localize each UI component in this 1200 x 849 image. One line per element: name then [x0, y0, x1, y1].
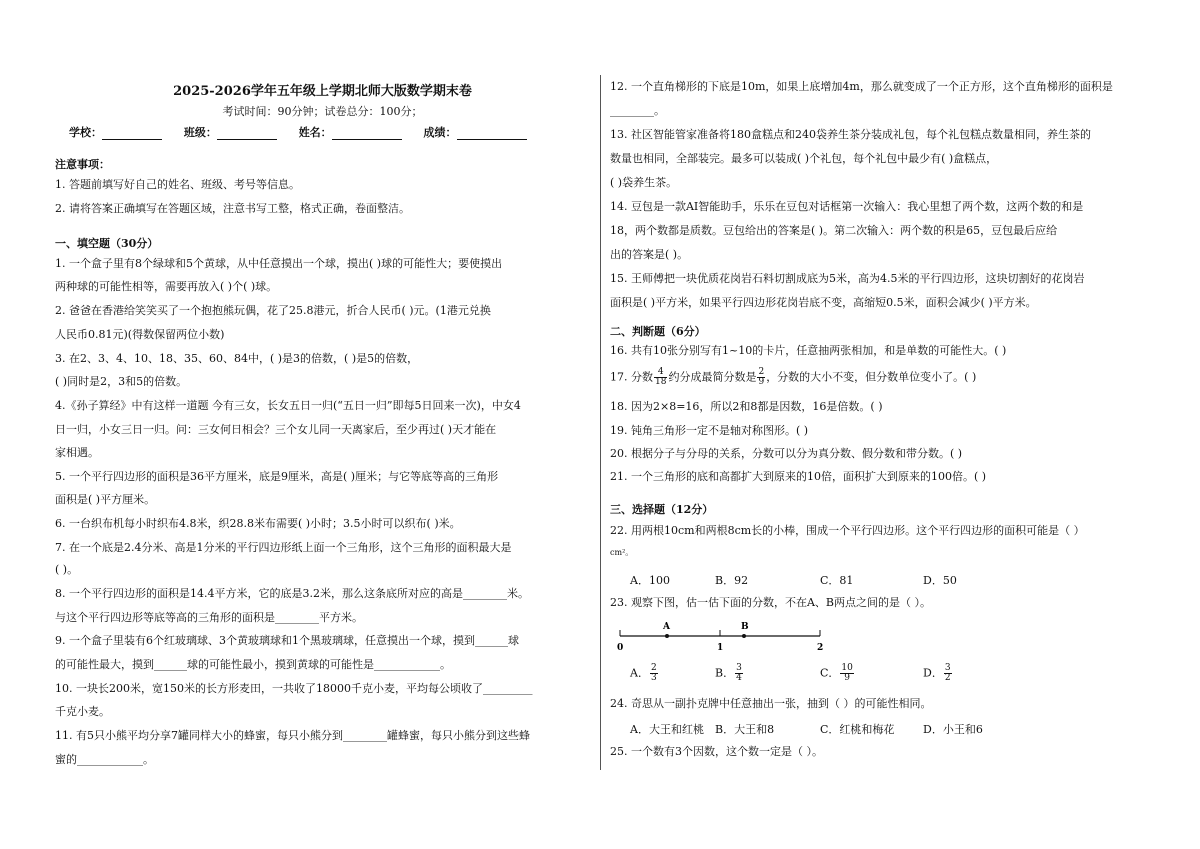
q22-option-b[interactable]: B．92 — [715, 574, 749, 587]
question-line: 面积是( )平方厘米。 — [55, 493, 156, 506]
judge-item-21: 21. 一个三角形的底和高都扩大到原来的10倍，面积扩大到原来的100倍。( ) — [610, 470, 987, 483]
question-line: ( )同时是2，3和5的倍数。 — [55, 375, 188, 388]
note-item-1: 1. 答题前填写好自己的姓名、班级、考号等信息。 — [55, 178, 300, 191]
question-line: 出的答案是( )。 — [610, 248, 689, 261]
name-blank[interactable] — [332, 129, 402, 140]
question-line: 日一归，小女三日一归。问：三女何日相会？三个女儿同一天离家后，至少再过( )天才能在 — [55, 423, 497, 436]
question-line: 9. 一个盒子里装有6个红玻璃球、3个黄玻璃球和1个黑玻璃球，任意摸出一个球，摸到______球 — [55, 634, 519, 647]
question-line: 4.《孙子算经》中有这样一道题 今有三女，长女五日一归(“五日一归”即每5日回来一次)，中女4 — [55, 399, 521, 412]
question-line: 11. 有5只小熊平均分享7罐同样大小的蜂蜜，每只小熊分到________罐蜂蜜，每只小熊分到这些蜂 — [55, 729, 530, 742]
q23-option-d[interactable]: D． $\frac{3}{2}$ — [923, 663, 951, 683]
question-line: 2. 爸爸在香港给笑笑买了一个抱抱熊玩偶，花了25.8港元，折合人民币( )元。(1港元兑换 — [55, 304, 491, 317]
school-label: 学校： — [69, 126, 102, 139]
tick-label-0: 0 — [617, 643, 624, 653]
question-line: 10. 一块长200米，宽150米的长方形麦田，一共收了18000千克小麦，平均每公顷收了_________ — [55, 682, 533, 695]
q22-option-d[interactable]: D．50 — [923, 574, 957, 587]
point-b-label: B — [741, 622, 749, 632]
question-22-unit: cm²。 — [610, 548, 634, 557]
question-23: 23. 观察下图，估一估下面的分数，不在A、B两点之间的是（ ）。 — [610, 596, 932, 609]
question-line: 与这个平行四边形等底等高的三角形的面积是________平方米。 — [55, 611, 363, 624]
q24-option-b[interactable]: B．大王和8 — [715, 723, 775, 736]
q22-option-c[interactable]: C．81 — [820, 574, 854, 587]
question-line: 的可能性最大，摸到______球的可能性最小，摸到黄球的可能性是____________。 — [55, 658, 451, 671]
question-line: 6. 一台织布机每小时织布4.8米，织28.8米布需要( )小时；3.5小时可以织布( )米。 — [55, 517, 461, 530]
judge-item-18: 18. 因为2×8=16，所以2和8都是因数，16是倍数。( ) — [610, 400, 883, 413]
tick-label-1: 1 — [717, 643, 724, 653]
question-25: 25. 一个数有3个因数，这个数一定是（ ）。 — [610, 745, 823, 758]
column-divider — [600, 75, 601, 770]
question-line: 人民币0.81元)(得数保留两位小数) — [55, 328, 225, 341]
point-a-label: A — [663, 622, 670, 632]
question-line: 8. 一个平行四边形的面积是14.4平方米，它的底是3.2米，那么这条底所对应的高是________米。 — [55, 587, 529, 600]
question-line: 3. 在2、3、4、10、18、35、60、84中，( )是3的倍数，( )是5的倍数， — [55, 352, 419, 365]
notes-heading: 注意事项： — [55, 158, 110, 171]
name-label: 姓名： — [298, 126, 332, 139]
question-line: ( )。 — [55, 563, 79, 576]
question-line: 两种球的可能性相等，需要再放入( )个( )球。 — [55, 280, 278, 293]
tick-label-2: 2 — [817, 643, 824, 653]
q23-option-b[interactable]: B． $\frac{3}{4}$ — [715, 663, 742, 683]
point-b-marker — [742, 634, 746, 638]
question-line: 面积是( )平方米，如果平行四边形花岗岩底不变，高缩短0.5米，面积会减少( )平方米。 — [610, 296, 1037, 309]
question-line: 家相遇。 — [55, 446, 99, 459]
section-choice-heading: 三、选择题（12分） — [610, 503, 714, 516]
question-line: 7. 在一个底是2.4分米、高是1分米的平行四边形纸上面一个三角形，这个三角形的面积最大是 — [55, 541, 512, 554]
point-a-marker — [665, 634, 669, 638]
fraction: $\frac{4}{18}$ — [655, 367, 667, 387]
judge-item-16: 16. 共有10张分别写有1~10的卡片，任意抽两张相加，和是单数的可能性大。( ) — [610, 344, 1007, 357]
exam-title: 2025-2026学年五年级上学期北师大版数学期末卷 — [173, 84, 472, 99]
school-blank[interactable] — [102, 129, 162, 140]
number-line-figure — [610, 618, 840, 654]
question-line: 15. 王师傅把一块优质花岗岩石料切割成底为5米，高为4.5米的平行四边形，这块切割好的花岗岩 — [610, 272, 1085, 285]
q24-option-c[interactable]: C．红桃和梅花 — [820, 723, 895, 736]
question-22: 22. 用两根10cm和两根8cm长的小棒，围成一个平行四边形。这个平行四边形的面积可能是（ ） — [610, 524, 1085, 537]
class-blank[interactable] — [217, 129, 277, 140]
section-fill-heading: 一、填空题（30分） — [55, 237, 159, 250]
question-line: 14. 豆包是一款AI智能助手，乐乐在豆包对话框第一次输入：我心里想了两个数，这两个数的和是 — [610, 200, 1084, 213]
fraction: $\frac{2}{9}$ — [758, 367, 765, 387]
q23-option-c[interactable]: C． $\frac{10}{9}$ — [820, 663, 853, 683]
question-line: 数量也相同，全部装完。最多可以装成( )个礼包，每个礼包中最少有( )盒糕点， — [610, 152, 998, 165]
judge-item-20: 20. 根据分子与分母的关系，分数可以分为真分数、假分数和带分数。( ) — [610, 447, 963, 460]
score-blank[interactable] — [457, 129, 527, 140]
question-line: 18，两个数都是质数。豆包给出的答案是( )。第二次输入：两个数的积是65，豆包最后应给 — [610, 224, 1058, 237]
score-label: 成绩： — [423, 126, 457, 139]
note-item-2: 2. 请将答案正确填写在答题区域，注意书写工整，格式正确，卷面整洁。 — [55, 202, 410, 215]
question-line: ( )袋养生茶。 — [610, 176, 678, 189]
exam-subtitle: 考试时间：90分钟；试卷总分：100分； — [222, 105, 423, 118]
q23-option-a[interactable]: A． $\frac{2}{3}$ — [630, 663, 657, 683]
question-line: 千克小麦。 — [55, 705, 110, 718]
question-line: 蜜的____________。 — [55, 753, 154, 766]
judge-item-17: 17. 分数 $\frac{4}{18}$ 约分成最简分数是 $\frac{2}{9}$ ，分数的大小不变，但分数单位变小了。( ) — [610, 367, 977, 387]
section-judge-heading: 二、判断题（6分） — [610, 325, 706, 338]
q22-option-a[interactable]: A．100 — [630, 574, 670, 587]
question-line: 1. 一个盒子里有8个绿球和5个黄球，从中任意摸出一个球，摸出( )球的可能性大；要使摸出 — [55, 257, 503, 270]
question-line: 12. 一个直角梯形的下底是10m，如果上底增加4m，那么就变成了一个正方形，这个直角梯形的面积是 — [610, 80, 1113, 93]
q24-option-d[interactable]: D．小王和6 — [923, 723, 983, 736]
question-line: 13. 社区智能管家准备将180盒糕点和240袋养生茶分装成礼包，每个礼包糕点数量相同，养生茶的 — [610, 128, 1091, 141]
question-24: 24. 奇思从一副扑克牌中任意抽出一张，抽到（ ）的可能性相同。 — [610, 697, 932, 710]
class-label: 班级： — [183, 126, 217, 139]
question-line: ________。 — [610, 104, 665, 117]
student-info-row — [69, 124, 545, 140]
q24-option-a[interactable]: A．大王和红桃 — [630, 723, 704, 736]
question-line: 5. 一个平行四边形的面积是36平方厘米，底是9厘米，高是( )厘米；与它等底等高的三角形 — [55, 470, 499, 483]
judge-item-19: 19. 钝角三角形一定不是轴对称图形。( ) — [610, 424, 809, 437]
